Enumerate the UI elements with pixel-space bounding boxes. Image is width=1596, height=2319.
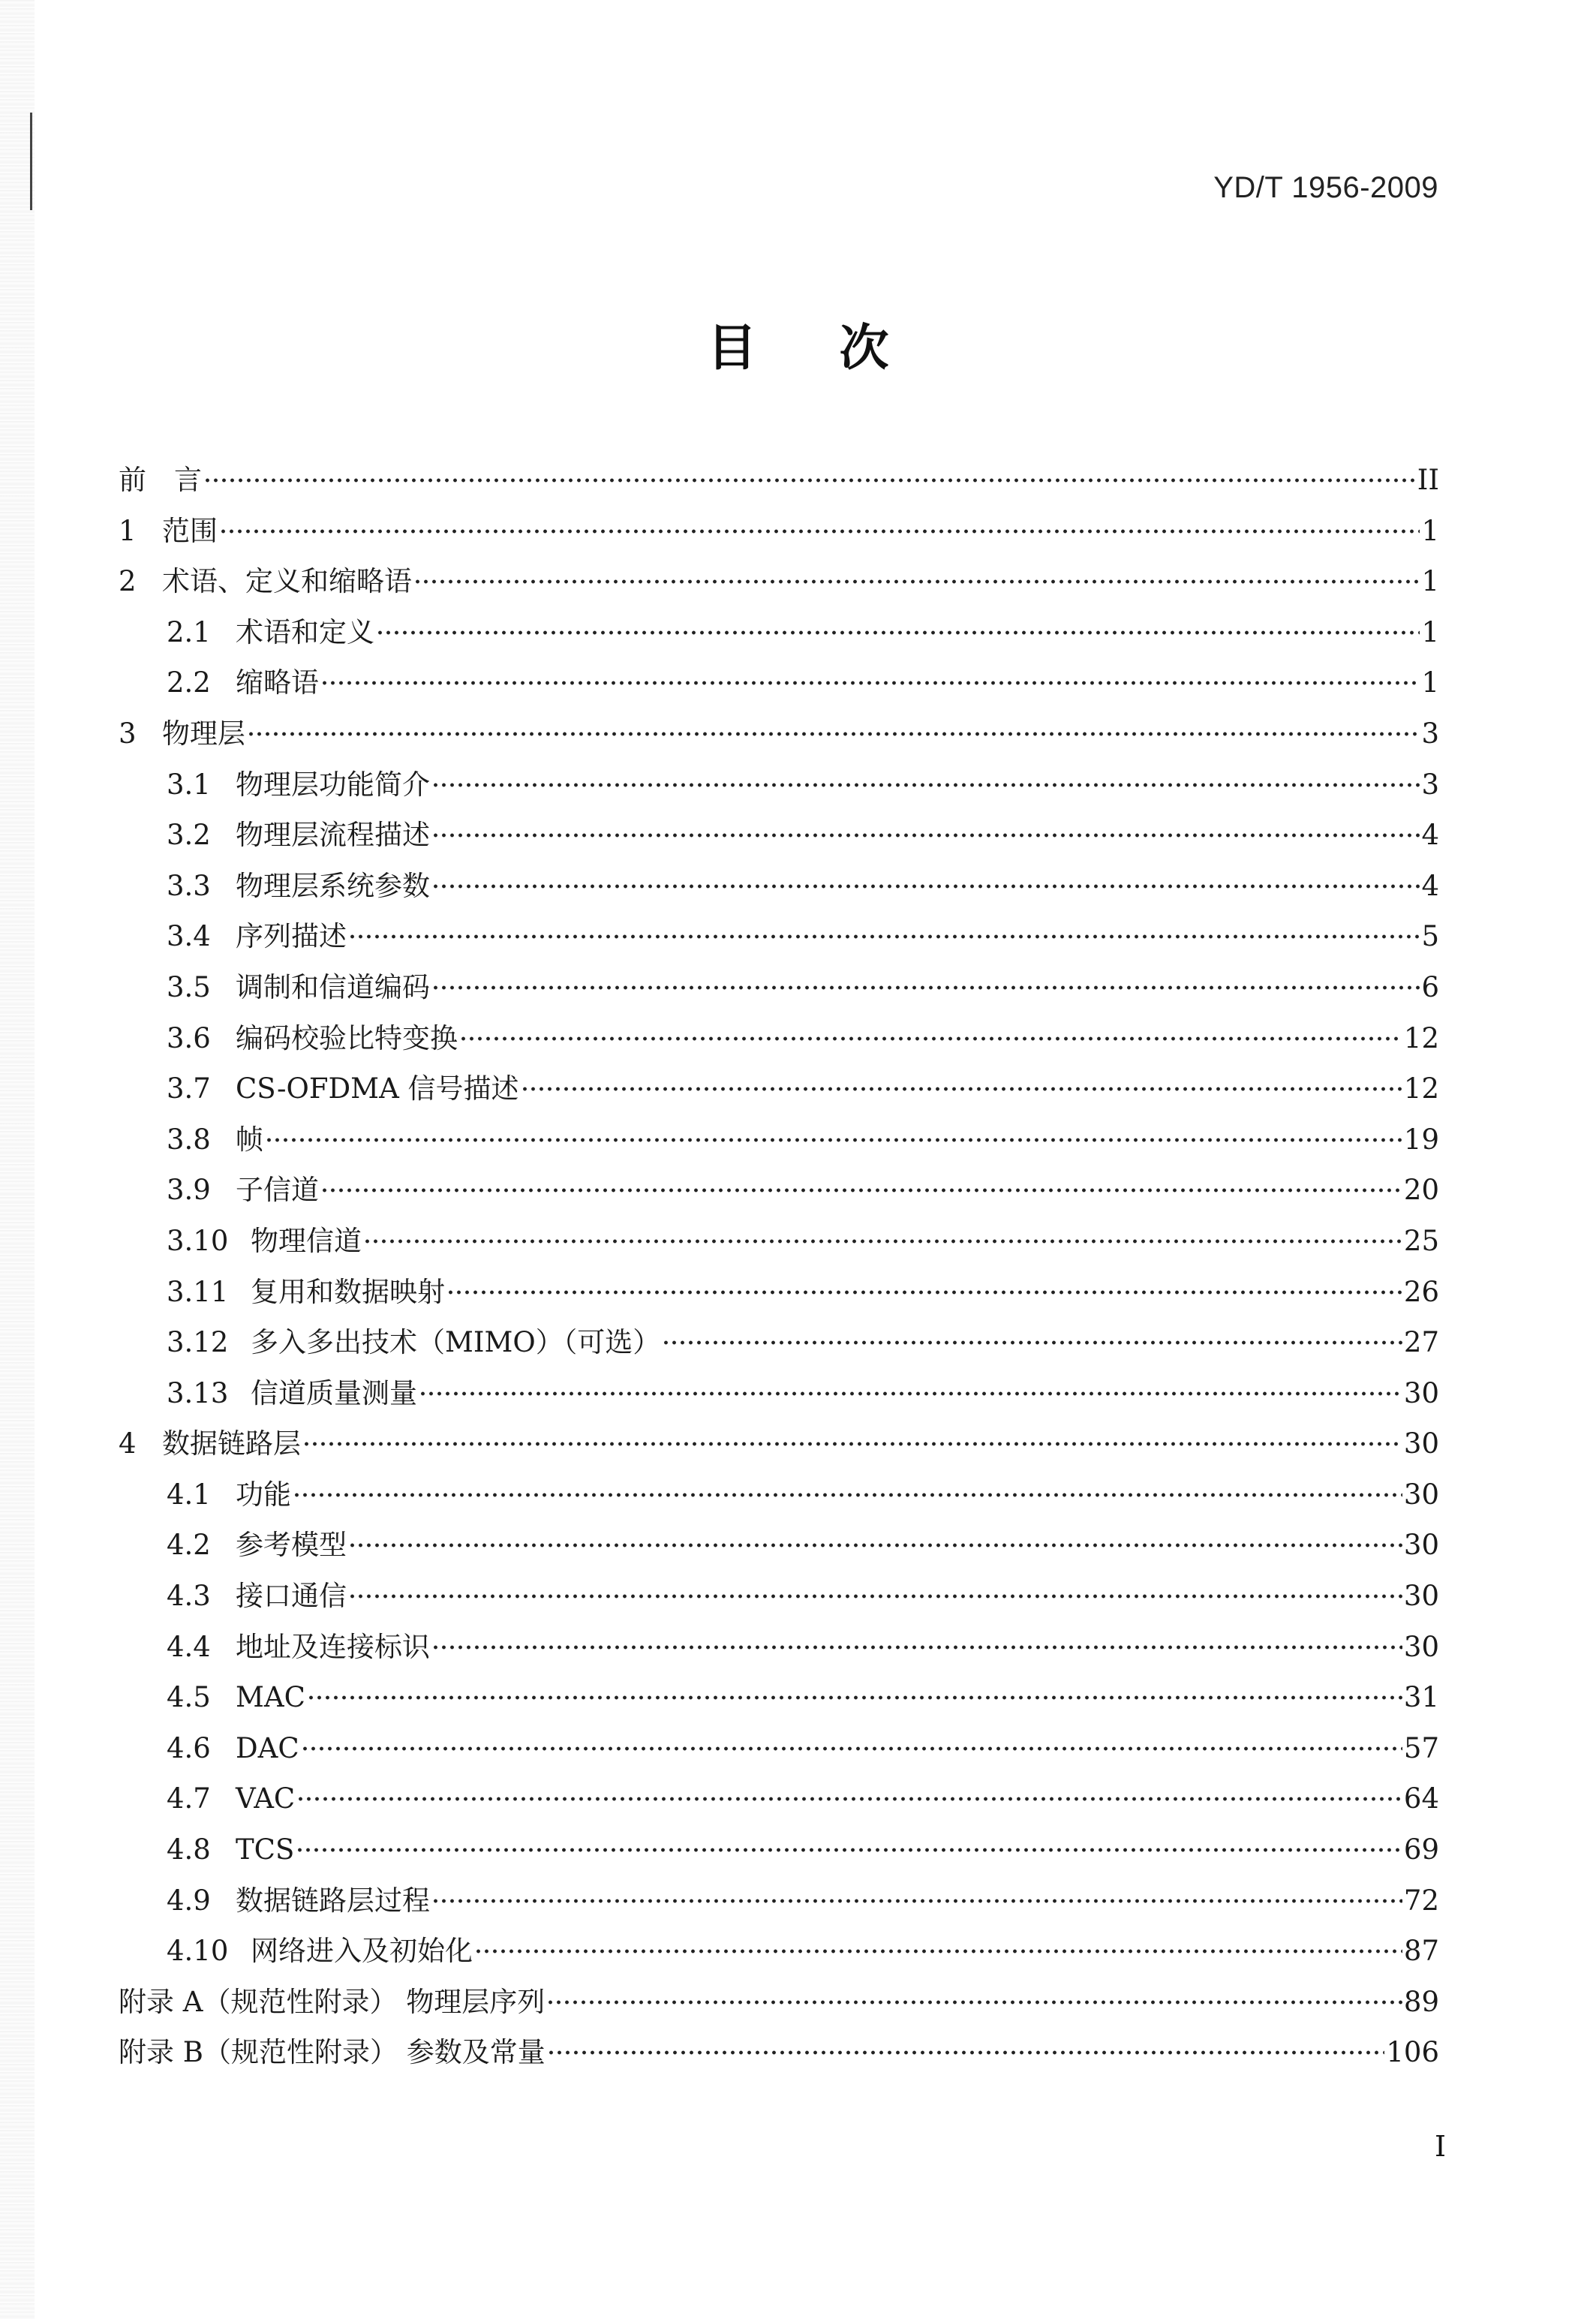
toc-entry-number: 4.5 [167, 1681, 211, 1714]
toc-dot-leader [431, 831, 1420, 840]
page-number: I [1434, 2130, 1446, 2163]
toc-entry[interactable] [119, 556, 1439, 607]
toc-entry-page: 1 [1421, 514, 1439, 547]
toc-dot-leader [348, 1592, 1402, 1601]
toc-dot-leader [320, 1186, 1402, 1195]
toc-entry-label: 物理信道 [251, 1224, 362, 1257]
toc-entry-label: 参考模型 [236, 1529, 347, 1562]
toc-entry-page: 30 [1403, 1630, 1439, 1663]
toc-dot-leader [265, 1135, 1402, 1144]
toc-entry[interactable] [119, 708, 1439, 759]
toc-entry[interactable] [119, 1368, 1439, 1419]
toc-entry[interactable] [119, 1165, 1439, 1216]
toc-dot-leader [419, 1389, 1402, 1398]
toc-entry[interactable] [119, 1520, 1439, 1571]
toc-dot-leader [431, 983, 1420, 992]
toc-entry-page: 19 [1403, 1123, 1439, 1156]
page-title: 目次 [707, 319, 972, 377]
toc-entry[interactable] [119, 455, 1439, 506]
toc-entry[interactable] [119, 911, 1439, 962]
toc-entry-number: 3.9 [167, 1174, 211, 1207]
toc-entry-page: 30 [1403, 1478, 1439, 1511]
toc-dot-leader [301, 1744, 1402, 1753]
scan-edge-line [30, 113, 32, 210]
toc-entry-label: 调制和信道编码 [236, 970, 430, 1003]
toc-entry-number: 3.4 [167, 920, 211, 953]
toc-entry[interactable] [119, 1926, 1439, 1977]
toc-entry-number: 3.2 [167, 819, 211, 852]
toc-entry-number: 3.12 [167, 1326, 229, 1359]
toc-dot-leader [302, 1439, 1402, 1448]
toc-entry-page: 31 [1403, 1681, 1439, 1714]
toc-entry-number: 4.3 [167, 1580, 211, 1613]
toc-entry-label: 附录 B（规范性附录） 参数及常量 [119, 2036, 546, 2069]
toc-dot-leader [219, 527, 1420, 536]
toc-entry-number: 4 [119, 1427, 137, 1460]
toc-entry-page: 89 [1403, 1985, 1439, 2018]
toc-entry-page: 1 [1421, 615, 1439, 648]
toc-entry[interactable] [119, 1114, 1439, 1166]
toc-entry-page: 1 [1421, 666, 1439, 699]
toc-entry-label: 功能 [236, 1478, 291, 1511]
toc-dot-leader [293, 1490, 1402, 1499]
toc-dot-leader [459, 1034, 1402, 1043]
toc-entry-page: 4 [1421, 869, 1439, 902]
toc-entry[interactable] [119, 1469, 1439, 1520]
toc-entry-number: 3.1 [167, 768, 211, 801]
toc-entry-label: 术语和定义 [236, 615, 374, 648]
toc-entry-number: 4.2 [167, 1529, 211, 1562]
toc-entry[interactable] [119, 657, 1439, 708]
toc-dot-leader [431, 1643, 1402, 1652]
toc-entry-page: 20 [1403, 1174, 1439, 1207]
toc-entry-label: DAC [236, 1731, 299, 1764]
toc-entry-label: 地址及连接标识 [236, 1630, 430, 1663]
toc-dot-leader [376, 628, 1420, 637]
toc-entry-label: 子信道 [236, 1174, 319, 1207]
toc-entry-page: 12 [1403, 1021, 1439, 1054]
toc-entry-label: CS-OFDMA 信号描述 [236, 1072, 519, 1105]
toc-entry-label: 编码校验比特变换 [236, 1021, 458, 1054]
toc-entry-label: 多入多出技术（MIMO）（可选） [251, 1326, 661, 1359]
toc-entry[interactable] [119, 607, 1439, 658]
toc-dot-leader [431, 882, 1420, 891]
toc-entry-number: 3.11 [167, 1275, 229, 1308]
toc-entry[interactable] [119, 861, 1439, 912]
toc-entry-number: 3 [119, 717, 137, 750]
toc-dot-leader [662, 1338, 1402, 1347]
toc-entry-page: 6 [1421, 970, 1439, 1003]
toc-entry-number: 4.1 [167, 1478, 211, 1511]
toc-dot-leader [547, 2048, 1385, 2057]
toc-dot-leader [413, 577, 1420, 586]
toc-entry[interactable] [119, 1622, 1439, 1673]
toc-entry-page: 5 [1421, 920, 1439, 953]
toc-entry[interactable] [119, 1267, 1439, 1318]
toc-entry[interactable] [119, 810, 1439, 861]
toc-entry-label: 数据链路层过程 [236, 1884, 430, 1917]
toc-entry[interactable] [119, 1723, 1439, 1774]
toc-entry[interactable] [119, 1063, 1439, 1114]
toc-entry-number: 4.9 [167, 1884, 211, 1917]
toc-dot-leader [296, 1845, 1402, 1854]
toc-entry-label: 物理层系统参数 [236, 869, 430, 902]
toc-dot-leader [474, 1947, 1402, 1956]
toc-entry[interactable] [119, 2027, 1439, 2078]
toc-entry-label: TCS [236, 1833, 295, 1866]
toc-entry-page: 27 [1403, 1326, 1439, 1359]
toc-entry[interactable] [119, 1571, 1439, 1622]
toc-dot-leader [521, 1084, 1402, 1093]
toc-dot-leader [431, 1896, 1402, 1905]
toc-entry-page: 64 [1403, 1782, 1439, 1815]
toc-dot-leader [348, 1541, 1402, 1550]
toc-dot-leader [307, 1693, 1402, 1702]
toc-entry-label: 接口通信 [236, 1580, 347, 1613]
toc-entry-label: 前 言 [119, 464, 202, 496]
toc-dot-leader [247, 729, 1420, 738]
toc-entry-label: 缩略语 [236, 666, 319, 699]
toc-entry-page: II [1417, 464, 1439, 496]
toc-entry-label: 范围 [162, 514, 218, 547]
toc-entry-label: 帧 [236, 1123, 263, 1156]
toc-entry-number: 4.6 [167, 1731, 211, 1764]
toc-entry-page: 1 [1421, 565, 1439, 598]
toc-entry[interactable] [119, 1672, 1439, 1723]
toc-entry-number: 2 [119, 565, 137, 598]
toc-entry-label: VAC [236, 1782, 296, 1815]
toc-entry-number: 2.2 [167, 666, 211, 699]
toc-dot-leader [296, 1794, 1402, 1803]
toc-entry-page: 72 [1403, 1884, 1439, 1917]
toc-dot-leader [363, 1237, 1402, 1246]
toc-entry[interactable] [119, 759, 1439, 811]
toc-entry-page: 3 [1421, 717, 1439, 750]
toc-dot-leader [431, 781, 1420, 790]
toc-entry[interactable] [119, 962, 1439, 1013]
toc-entry-label: 物理层 [162, 717, 245, 750]
toc-entry-page: 4 [1421, 819, 1439, 852]
toc-entry[interactable] [119, 1418, 1439, 1469]
toc-entry[interactable] [119, 1013, 1439, 1064]
toc-entry-number: 2.1 [167, 615, 211, 648]
toc-entry-page: 30 [1403, 1529, 1439, 1562]
toc-entry-number: 3.3 [167, 869, 211, 902]
toc-entry-label: 数据链路层 [162, 1427, 301, 1460]
toc-entry-label: 附录 A（规范性附录） 物理层序列 [119, 1985, 546, 2018]
toc-entry-page: 69 [1403, 1833, 1439, 1866]
toc-entry-number: 4.4 [167, 1630, 211, 1663]
toc-entry-page: 87 [1403, 1935, 1439, 1968]
toc-entry-page: 30 [1403, 1427, 1439, 1460]
toc-entry[interactable] [119, 506, 1439, 557]
toc-entry-label: MAC [236, 1681, 305, 1714]
toc-entry-number: 4.10 [167, 1935, 229, 1968]
toc-entry-number: 3.6 [167, 1021, 211, 1054]
toc-entry-page: 12 [1403, 1072, 1439, 1105]
toc-entry-number: 4.8 [167, 1833, 211, 1866]
toc-entry[interactable] [119, 1824, 1439, 1875]
toc-entry[interactable] [119, 1977, 1439, 2028]
toc-entry-label: 物理层流程描述 [236, 819, 430, 852]
toc-entry-page: 57 [1403, 1731, 1439, 1764]
toc-entry-label: 复用和数据映射 [251, 1275, 445, 1308]
toc-entry-page: 106 [1386, 2036, 1439, 2069]
toc-entry-number: 4.7 [167, 1782, 211, 1815]
toc-entry[interactable] [119, 1875, 1439, 1926]
toc-entry-page: 30 [1403, 1376, 1439, 1409]
toc-entry-page: 25 [1403, 1224, 1439, 1257]
toc-dot-leader [203, 476, 1416, 485]
toc-entry[interactable] [119, 1216, 1439, 1267]
toc-entry-number: 3.8 [167, 1123, 211, 1156]
toc-entry-number: 1 [119, 514, 137, 547]
toc-entry-number: 3.10 [167, 1224, 229, 1257]
toc-dot-leader [446, 1288, 1402, 1297]
table-of-contents [119, 455, 1439, 2078]
toc-entry-label: 物理层功能简介 [236, 768, 430, 801]
toc-entry-number: 3.13 [167, 1376, 229, 1409]
toc-entry-page: 3 [1421, 768, 1439, 801]
toc-entry[interactable] [119, 1317, 1439, 1368]
toc-dot-leader [320, 678, 1420, 687]
toc-entry-label: 序列描述 [236, 920, 347, 953]
toc-entry-label: 网络进入及初始化 [251, 1935, 473, 1968]
toc-entry-number: 3.5 [167, 970, 211, 1003]
toc-dot-leader [348, 932, 1420, 941]
toc-entry-page: 26 [1403, 1275, 1439, 1308]
toc-dot-leader [546, 1998, 1402, 2007]
standard-number: YD/T 1956-2009 [1213, 171, 1438, 204]
toc-entry-label: 信道质量测量 [251, 1376, 417, 1409]
toc-entry-page: 30 [1403, 1580, 1439, 1613]
toc-entry[interactable] [119, 1773, 1439, 1824]
toc-entry-number: 3.7 [167, 1072, 211, 1105]
toc-entry-label: 术语、定义和缩略语 [162, 565, 412, 598]
